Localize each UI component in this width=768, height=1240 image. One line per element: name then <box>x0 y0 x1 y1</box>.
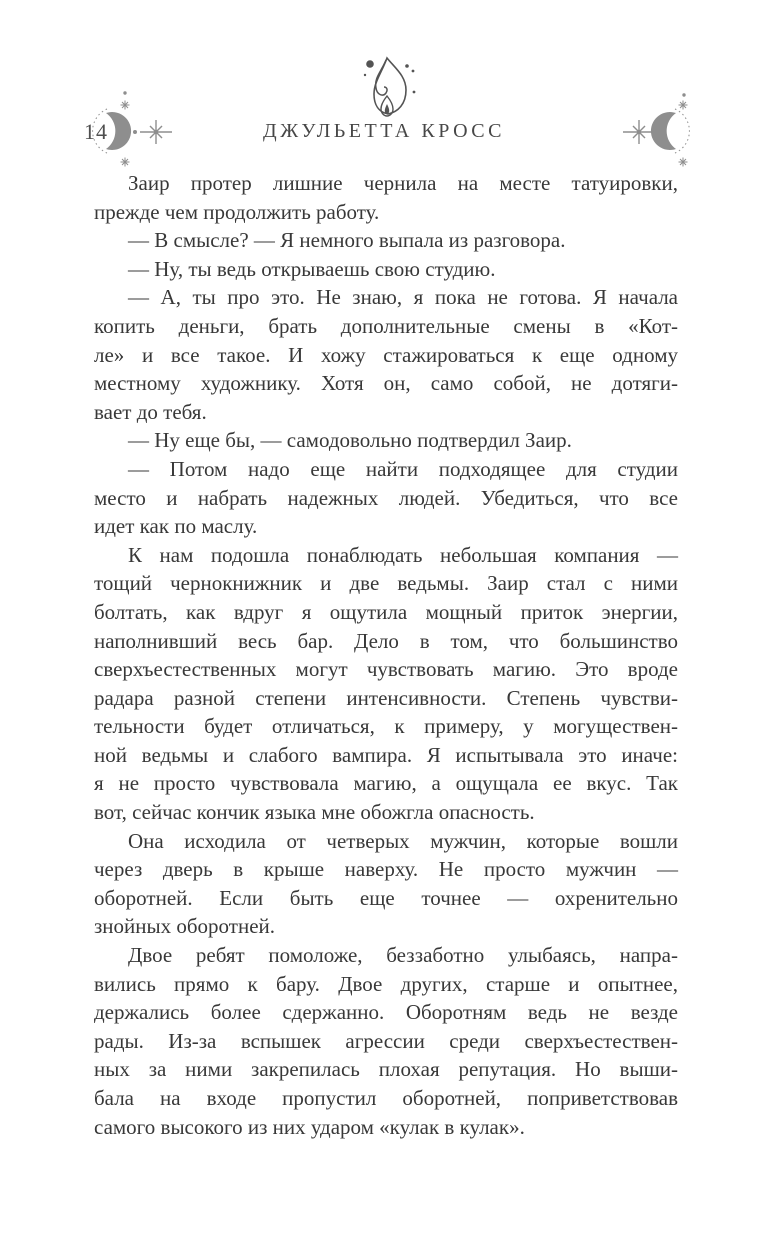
text-line: вает до тебя. <box>94 399 207 424</box>
text-line: тельности будет отличаться, к примеру, у могуществен- <box>94 714 678 739</box>
text-line: ле» и все такое. И хожу стажироваться к еще одному <box>94 342 678 367</box>
text-line: наполнивший весь бар. Дело в том, что большинство <box>94 628 678 653</box>
paragraph <box>94 283 678 426</box>
text-line: Заир протер лишние чернила на месте татуировки, <box>128 171 678 195</box>
text-line: вот, сейчас кончик языка мне обожгла опасность. <box>94 800 535 825</box>
paragraph <box>94 455 678 541</box>
text-line: — В смысле? — Я немного выпала из разговора. <box>128 228 566 253</box>
paragraph <box>94 541 678 827</box>
text-line: через дверь в крыше наверху. Не просто мужчин — <box>94 857 678 882</box>
text-line: я не просто чувствовала магию, а ощущала ее вкус. Так <box>94 771 678 796</box>
paragraph <box>94 941 678 1141</box>
text-line: ных за ними закрепилась плохая репутация. Но выши- <box>94 1057 678 1082</box>
paragraph <box>94 169 678 226</box>
text-line: Двое ребят помоложе, беззаботно улыбаясь, напра- <box>128 943 678 968</box>
text-line: знойных оборотней. <box>94 914 276 939</box>
text-line: бала на входе пропустил оборотней, поприветствовав <box>94 1086 678 1110</box>
text-line: ной ведьмы и слабого вампира. Я испытывала это иначе: <box>94 742 678 767</box>
paragraph <box>94 255 678 284</box>
text-line: идет как по маслу. <box>94 514 258 539</box>
paragraph <box>94 426 678 455</box>
text-line: прежде чем продолжить работу. <box>94 199 380 224</box>
text-line: — Потом надо еще найти подходящее для студии <box>128 456 678 481</box>
text-line: сверхъестественных могут чувствовать магию. Это вроде <box>94 657 678 682</box>
text-line: копить деньги, брать дополнительные смены в «Кот- <box>94 313 678 338</box>
paragraph <box>94 827 678 941</box>
text-line: самого высокого из них ударом «кулак в кулак». <box>94 1114 525 1139</box>
body-text <box>94 169 678 1141</box>
text-line: вились прямо к бару. Двое других, старше и опытнее, <box>94 971 678 996</box>
text-line: местному художнику. Хотя он, само собой, не дотяги- <box>94 371 678 396</box>
text-line: Она исходила от четверых мужчин, которые вошли <box>128 828 678 853</box>
text-line: рады. Из-за вспышек агрессии среди сверхъестествен- <box>94 1028 678 1053</box>
text-line: держались более сдержанно. Оборотням ведь не везде <box>94 1000 678 1025</box>
text-line: — Ну еще бы, — самодовольно подтвердил Заир. <box>128 428 572 453</box>
text-line: — Ну, ты ведь открываешь свою студию. <box>128 256 496 281</box>
running-title: ДЖУЛЬЕТТА КРОСС <box>263 120 505 142</box>
text-line: — А, ты про это. Не знаю, я пока не готова. Я начала <box>128 285 678 310</box>
text-line: место и набрать надежных людей. Убедиться, что все <box>94 485 678 510</box>
paragraph <box>94 226 678 255</box>
text-line: К нам подошла понаблюдать небольшая компания — <box>128 542 678 567</box>
text-line: болтать, как вдруг я ощутила мощный приток энергии, <box>94 599 678 624</box>
flame-ornament-icon <box>350 42 420 122</box>
flame-icon <box>350 42 420 122</box>
text-line: оборотней. Если быть еще точнее — охренительно <box>94 885 678 910</box>
text-line: радара разной степени интенсивности. Степень чувстви- <box>94 685 678 710</box>
page-number: 14 <box>84 119 108 144</box>
text-line: тощий чернокнижник и две ведьмы. Заир стал с ними <box>94 571 678 596</box>
